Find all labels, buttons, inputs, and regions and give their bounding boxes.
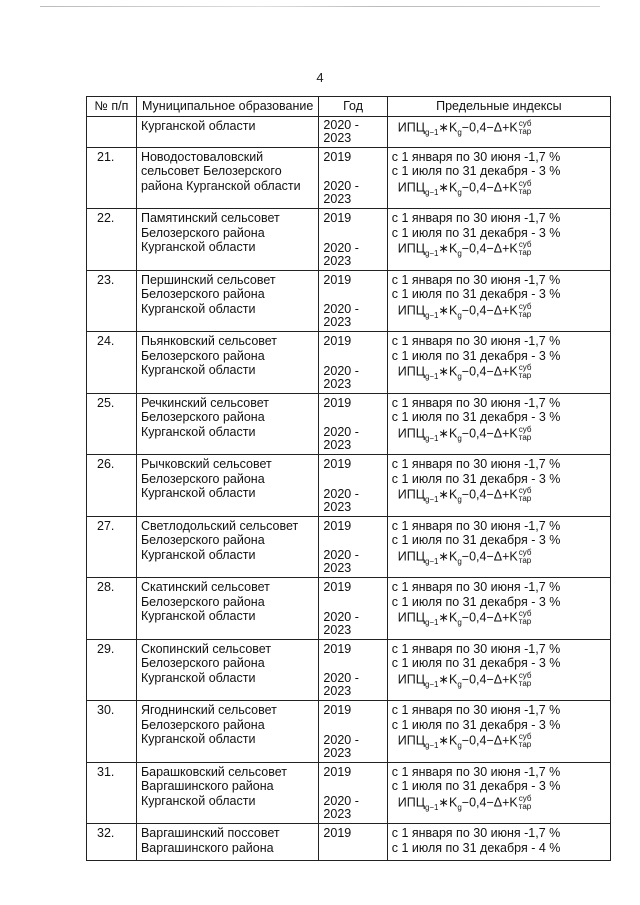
cell-municipality xyxy=(136,701,318,763)
index-formula: $ИПЦ_{g-1}∗K_g-0,4-\Delta+K$ суб тар xyxy=(397,424,532,443)
index-formula: $ИПЦ_{g-1}∗K_g-0,4-\Delta+K$ суб тар xyxy=(397,301,532,320)
tariff-index-table xyxy=(86,96,611,861)
municipality-line: Речкинский сельсовет xyxy=(140,395,269,410)
municipality-line: Скопинский сельсовет xyxy=(140,641,272,656)
index-first-half: с 1 января по 30 июня -1,7 % xyxy=(391,334,561,348)
municipality-line: Белозерского района xyxy=(140,471,265,486)
municipality-line: Белозерского района xyxy=(140,717,265,732)
cell-num xyxy=(87,639,137,701)
index-formula: $ИПЦ_{g-1}∗K_g-0,4-\Delta+K$ суб тар xyxy=(397,240,532,258)
year-single: 2019 xyxy=(323,211,352,225)
index-second-half: с 1 июля по 31 декабря - 3 % xyxy=(391,594,561,609)
municipality-line: Курганской области xyxy=(140,424,256,439)
cell-municipality xyxy=(136,393,318,455)
municipality-line: Памятинский сельсовет xyxy=(140,211,280,225)
index-first-half: с 1 января по 30 июня -1,7 % xyxy=(391,149,561,164)
cell-year xyxy=(319,824,387,861)
row-number: 27. xyxy=(97,518,115,533)
cell-municipality xyxy=(136,209,318,271)
cell-municipality xyxy=(136,762,318,824)
cell-indices xyxy=(387,116,610,147)
cell-year xyxy=(319,393,387,455)
scan-artifact-line xyxy=(40,6,600,7)
municipality-line: Новодостоваловский xyxy=(140,149,264,164)
cell-indices xyxy=(387,209,610,271)
year-single: 2019 xyxy=(323,272,352,287)
index-formula: $ИПЦ_{g-1}∗K_g-0,4-\Delta+K$ суб тар xyxy=(397,793,532,812)
index-formula: $ИПЦ_{g-1}∗K_g-0,4-\Delta+K$ суб тар xyxy=(397,178,532,197)
municipality-line: Белозерского района xyxy=(140,410,265,424)
cell-municipality xyxy=(136,332,318,394)
table-row-continuation xyxy=(87,116,611,147)
row-number: 25. xyxy=(97,395,115,410)
row-number: 21. xyxy=(97,149,115,164)
year-single: 2019 xyxy=(323,826,352,840)
municipality-line: Рычковский сельсовет xyxy=(140,457,272,471)
row-number: 30. xyxy=(97,703,115,717)
row-number: 22. xyxy=(97,211,115,225)
index-first-half: с 1 января по 30 июня -1,7 % xyxy=(391,764,561,779)
row-number: 29. xyxy=(97,641,115,656)
year-single: 2019 xyxy=(323,703,352,717)
municipality-line: Варгашинского района xyxy=(140,779,274,793)
cell-num xyxy=(87,116,137,147)
cell-indices xyxy=(387,639,610,701)
index-second-half: с 1 июля по 31 декабря - 3 % xyxy=(391,779,561,793)
index-second-half: с 1 июля по 31 декабря - 3 % xyxy=(391,533,561,547)
year-single: 2019 xyxy=(323,641,352,656)
cell-municipality xyxy=(136,455,318,517)
cell-municipality xyxy=(136,578,318,640)
cell-year xyxy=(319,332,387,394)
municipality-line: района Курганской области xyxy=(140,178,301,193)
index-formula: $ИПЦ_{g-1}∗K_g-0,4-\Delta+K$ суб тар xyxy=(397,118,532,137)
table-body xyxy=(87,116,611,861)
year-single: 2019 xyxy=(323,149,352,164)
year-range: 2020 - 2023 xyxy=(323,240,359,268)
index-formula: $ИПЦ_{g-1}∗K_g-0,4-\Delta+K$ суб тар xyxy=(397,609,532,627)
cell-year xyxy=(319,270,387,332)
index-first-half: с 1 января по 30 июня -1,7 % xyxy=(391,580,561,594)
municipality-line: Белозерского района xyxy=(140,533,265,547)
cell-num xyxy=(87,209,137,271)
index-formula: $ИПЦ_{g-1}∗K_g-0,4-\Delta+K$ суб тар xyxy=(397,486,532,504)
municipality-line: сельсовет Белозерского xyxy=(140,164,282,178)
cell-num xyxy=(87,393,137,455)
table-row xyxy=(87,147,611,209)
municipality-line: Светлодольский сельсовет xyxy=(140,518,299,533)
header-municipality: Муниципальное образование xyxy=(136,97,318,117)
page-number: 4 xyxy=(316,70,324,85)
index-first-half: с 1 января по 30 июня -1,7 % xyxy=(391,395,561,410)
municipality-line: Барашковский сельсовет xyxy=(140,764,287,779)
cell-year xyxy=(319,762,387,824)
index-first-half: с 1 января по 30 июня -1,7 % xyxy=(391,518,561,533)
table-header-row xyxy=(87,97,611,117)
table-row xyxy=(87,332,611,394)
index-second-half: с 1 июля по 31 декабря - 3 % xyxy=(391,717,561,732)
year-range: 2020 - 2023 xyxy=(323,425,359,452)
cell-num xyxy=(87,824,137,861)
index-second-half: с 1 июля по 31 декабря - 4 % xyxy=(391,840,561,855)
year-single: 2019 xyxy=(323,764,352,779)
municipality-line: Ягоднинский сельсовет xyxy=(140,703,277,717)
index-second-half: с 1 июля по 31 декабря - 3 % xyxy=(391,410,561,424)
table-row xyxy=(87,270,611,332)
table-row xyxy=(87,639,611,701)
cell-municipality xyxy=(136,639,318,701)
cell-indices xyxy=(387,332,610,394)
cell-num xyxy=(87,147,137,209)
index-second-half: с 1 июля по 31 декабря - 3 % xyxy=(391,348,561,363)
municipality-line: Першинский сельсовет xyxy=(140,272,276,287)
municipality-line: Варгашинского района xyxy=(140,840,274,855)
header-year: Год xyxy=(319,97,387,117)
index-formula: $ИПЦ_{g-1}∗K_g-0,4-\Delta+K$ суб тар xyxy=(397,363,532,381)
index-second-half: с 1 июля по 31 декабря - 3 % xyxy=(391,656,561,670)
cell-indices xyxy=(387,455,610,517)
year-range: 2020 - 2023 xyxy=(323,117,359,145)
cell-indices xyxy=(387,824,610,861)
cell-num xyxy=(87,762,137,824)
cell-municipality xyxy=(136,147,318,209)
cell-year xyxy=(319,116,387,147)
municipality-line: Пьянковский сельсовет xyxy=(140,334,278,348)
municipality-line: Курганской области xyxy=(140,118,256,133)
year-range: 2020 - 2023 xyxy=(323,548,359,575)
cell-num xyxy=(87,332,137,394)
municipality-line: Белозерского района xyxy=(140,656,265,670)
year-single: 2019 xyxy=(323,457,352,471)
row-number: 28. xyxy=(97,580,115,594)
table-row xyxy=(87,701,611,763)
municipality-line: Курганской области xyxy=(140,363,256,377)
row-number: 32. xyxy=(97,826,115,840)
cell-indices xyxy=(387,393,610,455)
index-formula: $ИПЦ_{g-1}∗K_g-0,4-\Delta+K$ суб тар xyxy=(397,547,532,566)
table-row xyxy=(87,516,611,578)
year-range: 2020 - 2023 xyxy=(323,609,359,637)
cell-num xyxy=(87,455,137,517)
index-second-half: с 1 июля по 31 декабря - 3 % xyxy=(391,225,561,240)
cell-indices xyxy=(387,516,610,578)
year-single: 2019 xyxy=(323,334,352,348)
table-row xyxy=(87,824,611,861)
index-first-half: с 1 января по 30 июня -1,7 % xyxy=(391,457,561,471)
municipality-line: Курганской области xyxy=(140,670,256,685)
table-row xyxy=(87,209,611,271)
year-range: 2020 - 2023 xyxy=(323,302,359,329)
cell-year xyxy=(319,147,387,209)
cell-year xyxy=(319,639,387,701)
cell-num xyxy=(87,701,137,763)
index-second-half: с 1 июля по 31 декабря - 3 % xyxy=(391,164,561,178)
index-first-half: с 1 января по 30 июня -1,7 % xyxy=(391,641,561,656)
cell-municipality xyxy=(136,270,318,332)
table-row xyxy=(87,393,611,455)
cell-indices xyxy=(387,578,610,640)
municipality-line: Белозерского района xyxy=(140,225,265,240)
cell-municipality xyxy=(136,824,318,861)
year-range: 2020 - 2023 xyxy=(323,794,359,821)
year-range: 2020 - 2023 xyxy=(323,363,359,391)
table-row xyxy=(87,762,611,824)
municipality-line: Курганской области xyxy=(140,609,256,623)
header-indices: Предельные индексы xyxy=(387,97,610,117)
header-num: № п/п xyxy=(87,97,137,117)
index-formula: $ИПЦ_{g-1}∗K_g-0,4-\Delta+K$ суб тар xyxy=(397,732,532,750)
municipality-line: Варгашинский поссовет xyxy=(140,826,280,840)
index-first-half: с 1 января по 30 июня -1,7 % xyxy=(391,826,561,840)
index-first-half: с 1 января по 30 июня -1,7 % xyxy=(391,703,561,717)
year-range: 2020 - 2023 xyxy=(323,486,359,514)
municipality-line: Курганской области xyxy=(140,732,256,746)
row-number: 26. xyxy=(97,457,115,471)
cell-num xyxy=(87,578,137,640)
cell-indices xyxy=(387,270,610,332)
cell-year xyxy=(319,701,387,763)
row-number: 23. xyxy=(97,272,115,287)
cell-municipality xyxy=(136,116,318,147)
table-row xyxy=(87,578,611,640)
row-number: 24. xyxy=(97,334,115,348)
cell-indices xyxy=(387,762,610,824)
cell-year xyxy=(319,455,387,517)
municipality-line: Белозерского района xyxy=(140,287,265,301)
index-formula: $ИПЦ_{g-1}∗K_g-0,4-\Delta+K$ суб тар xyxy=(397,670,532,689)
municipality-line: Белозерского района xyxy=(140,594,265,609)
cell-indices xyxy=(387,701,610,763)
cell-year xyxy=(319,578,387,640)
index-first-half: с 1 января по 30 июня -1,7 % xyxy=(391,272,561,287)
municipality-line: Курганской области xyxy=(140,547,256,562)
municipality-line: Курганской области xyxy=(140,240,256,254)
year-single: 2019 xyxy=(323,580,352,594)
cell-num xyxy=(87,270,137,332)
index-second-half: с 1 июля по 31 декабря - 3 % xyxy=(391,471,561,486)
year-range: 2020 - 2023 xyxy=(323,732,359,760)
year-range: 2020 - 2023 xyxy=(323,671,359,698)
municipality-line: Белозерского района xyxy=(140,348,265,363)
cell-year xyxy=(319,209,387,271)
cell-indices xyxy=(387,147,610,209)
year-range: 2020 - 2023 xyxy=(323,179,359,206)
index-second-half: с 1 июля по 31 декабря - 3 % xyxy=(391,287,561,301)
year-single: 2019 xyxy=(323,395,352,410)
municipality-line: Курганской области xyxy=(140,486,256,500)
cell-municipality xyxy=(136,516,318,578)
municipality-line: Курганской области xyxy=(140,301,256,316)
year-single: 2019 xyxy=(323,518,352,533)
municipality-line: Курганской области xyxy=(140,793,256,808)
cell-year xyxy=(319,516,387,578)
row-number: 31. xyxy=(97,764,115,779)
municipality-line: Скатинский сельсовет xyxy=(140,580,270,594)
table-row xyxy=(87,455,611,517)
index-first-half: с 1 января по 30 июня -1,7 % xyxy=(391,211,561,225)
cell-num xyxy=(87,516,137,578)
